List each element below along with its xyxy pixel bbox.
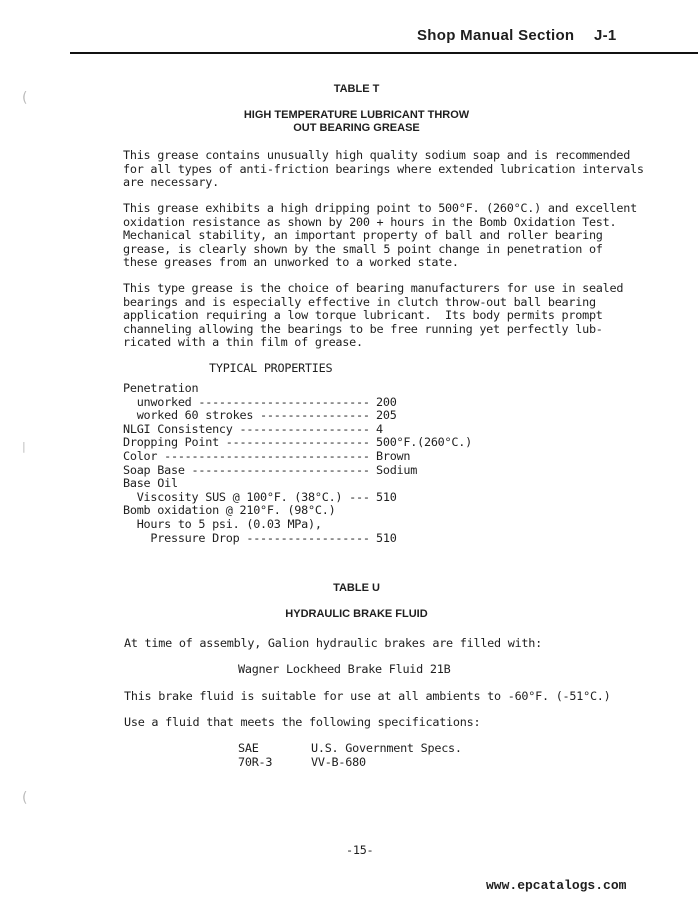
property-label: Penetration [123, 381, 199, 395]
spec-intro: Use a fluid that meets the following specifications: [124, 715, 481, 729]
property-label: Hours to 5 psi. (0.03 MPa), [123, 516, 322, 531]
table-t-title-line2: OUT BEARING GREASE [293, 122, 420, 134]
spec-right-1: U.S. Government Specs. [311, 741, 462, 755]
text-line: This grease exhibits a high dripping point to 500°F. (260°C.) and excellent [123, 201, 637, 215]
brake-suitability: This brake fluid is suitable for use at all ambients to -60°F. (-51°C.) [124, 689, 611, 703]
text-line: channeling allowing the bearings to be free running yet perfectly lub- [123, 321, 603, 336]
property-label: unworked ------------------------- [123, 394, 370, 409]
spec-right-2: VV-B-680 [311, 755, 366, 769]
text-line: application requiring a low torque lubricant. Its body permits prompt [123, 308, 603, 323]
typical-properties-heading: TYPICAL PROPERTIES [209, 361, 333, 375]
property-value: Brown [376, 448, 411, 463]
property-label: Base Oil [123, 476, 178, 491]
property-value: 500°F.(260°C.) [376, 435, 472, 450]
section-code: J-1 [594, 27, 617, 44]
text-line: Mechanical stability, an important property of ball and roller bearing [123, 228, 603, 243]
spec-left-1: SAE [238, 741, 259, 755]
paragraph-soap [123, 149, 643, 190]
text-line: This type grease is the choice of bearing manufacturers for use in sealed [123, 281, 624, 295]
text-line: This grease contains unusually high quality sodium soap and is recommended [123, 148, 631, 162]
property-value: 510 [376, 530, 397, 545]
table-u-title: HYDRAULIC BRAKE FLUID [285, 608, 428, 620]
property-label: Pressure Drop ------------------ [123, 530, 370, 545]
text-line: for all types of anti-friction bearings where extended lubrication intervals [123, 161, 644, 176]
property-value: 4 [376, 421, 383, 436]
page-number: -15- [346, 843, 374, 857]
property-value: Sodium [376, 462, 418, 477]
text-line: bearings and is especially effective in clutch throw-out ball bearing [123, 294, 596, 309]
brake-intro: At time of assembly, Galion hydraulic brakes are filled with: [124, 636, 542, 650]
property-value: 200 [376, 394, 397, 409]
property-label: Viscosity SUS @ 100°F. (38°C.) --- [123, 489, 370, 504]
text-line: oxidation resistance as shown by 200 + hours in the Bomb Oxidation Test. [123, 214, 617, 229]
property-label: NLGI Consistency ------------------- [123, 421, 370, 436]
spec-left-2: 70R-3 [238, 755, 273, 769]
header-rule [70, 52, 698, 54]
text-line: ricated with a thin film of grease. [123, 335, 363, 350]
margin-mark: | [22, 440, 26, 453]
margin-mark: ( [22, 790, 28, 806]
text-line: grease, is clearly shown by the small 5 point change in penetration of [123, 241, 603, 256]
table-u-label: TABLE U [333, 582, 380, 594]
paragraph-dripping-point [123, 202, 643, 270]
brake-fluid-name: Wagner Lockheed Brake Fluid 21B [238, 662, 451, 676]
property-label: Color ------------------------------ [123, 448, 370, 463]
paragraph-manufacturers [123, 282, 643, 350]
manual-section-title: Shop Manual Section [417, 27, 575, 44]
property-label: Bomb oxidation @ 210°F. (98°C.) [123, 503, 336, 518]
property-value: 510 [376, 489, 397, 504]
text-line: these greases from an unworked to a worked state. [123, 255, 459, 270]
property-value: 205 [376, 408, 397, 423]
table-t-label: TABLE T [333, 83, 380, 95]
watermark-url: www.epcatalogs.com [486, 878, 627, 893]
property-label: worked 60 strokes ---------------- [123, 408, 370, 423]
table-t-title-line1: HIGH TEMPERATURE LUBRICANT THROW [243, 109, 470, 121]
text-line: are necessary. [123, 175, 219, 190]
margin-mark: ( [22, 90, 28, 106]
property-label: Dropping Point --------------------- [123, 435, 370, 450]
property-label: Soap Base -------------------------- [123, 462, 370, 477]
